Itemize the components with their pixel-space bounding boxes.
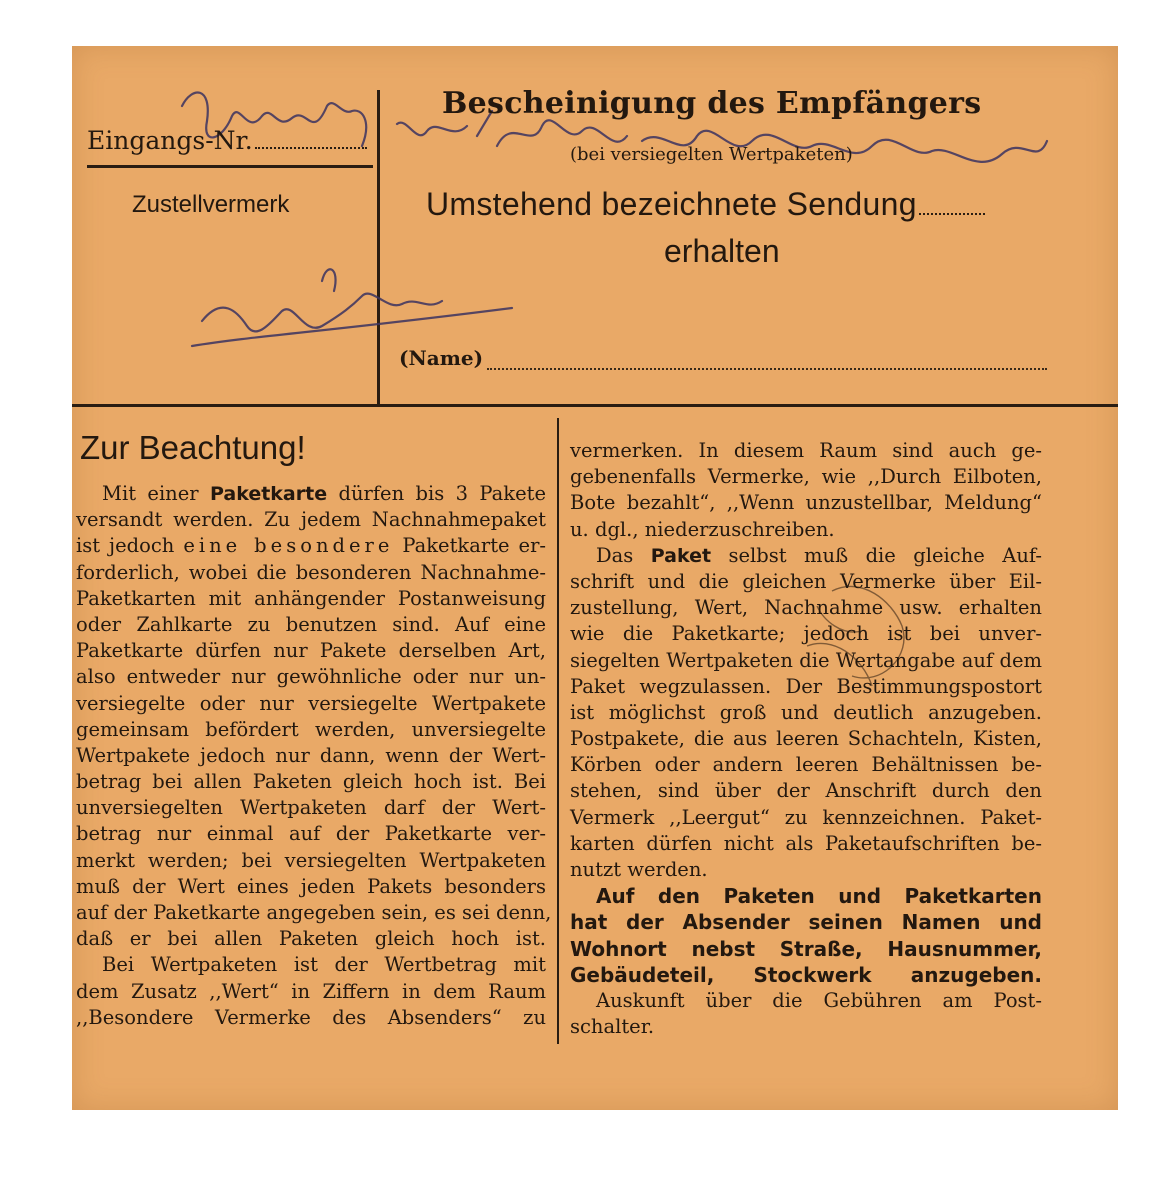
notice-text-fragment: siegelten Wertpaketen die Wertangabe auf dem [570,648,1042,672]
notice-text-line [76,821,546,847]
notice-text-line [76,743,546,769]
notice-text-line [76,664,546,690]
notice-text-fragment: muß der Wert eines jeden Pakets besonders [76,874,546,898]
notice-text-line [76,769,546,795]
notice-text-fragment: merkt werden; bei versiegelten Wertpaketen [76,848,546,872]
notice-text-fragment: gemeinsam befördert werden, unversiegelte [76,717,546,741]
notice-text-line [570,936,1042,962]
notice-text-fragment: Auskunft über die Gebühren am Post- [596,988,1042,1012]
notice-text-fragment: daß er bei allen Paketen gleich hoch ist. [76,927,546,951]
notice-text-fragment: ist jedoch [76,534,184,558]
receipt-statement-line2: erhalten [664,233,780,269]
notice-text-fragment: Postpakete, die aus leeren Schachteln, Kisten, [570,727,1042,751]
notice-text-line [76,507,546,533]
notice-text-line [570,1014,1042,1040]
eingangs-nr-label: Eingangs-Nr. [87,126,367,155]
notice-text-fragment: ist möglichst groß und deutlich anzugeben. [570,700,1042,724]
notice-text-fragment: u. dgl., niederzuschreiben. [570,517,835,541]
notice-text-line [570,490,1042,516]
notice-text-line [76,952,546,978]
notice-text-line [570,700,1042,726]
receipt-statement-line1: Umstehend bezeichnete Sendung [426,186,985,223]
notice-text-fragment: betrag bei allen Paketen gleich hoch ist. Bei [76,770,546,794]
notice-text-line [570,595,1042,621]
notice-text-fragment: Paket wegzulassen. Der Bestimmungspostort [570,674,1042,698]
notice-text-line [570,648,1042,674]
certificate-subtitle: (bei versiegelten Wertpaketen) [570,144,853,165]
notice-text-fragment: Bote bezahlt“, ,,Wenn unzustellbar, Meldung“ [570,491,1042,515]
notice-text-fragment: auf der Paketkarte angegeben sein, es sei denn, [76,901,552,924]
notice-text-line [76,638,546,664]
notice-text-line [76,560,546,586]
notice-text-fragment: Gebäudeteil, Stockwerk anzugeben. [570,962,1042,987]
notice-text-line [570,831,1042,857]
certificate-title: Bescheinigung des Empfängers [442,86,982,121]
eingangs-nr-dots [255,147,367,149]
notice-text-fragment: Das [596,543,651,567]
notice-text-line [570,464,1042,490]
notice-text-fragment: unversiegelten Wertpaketen darf der Wert- [76,796,546,820]
notice-text-line [570,857,1042,883]
notice-text-fragment: vermerken. In diesem Raum sind auch ge- [570,439,1042,462]
notice-text-fragment: zustellung, Wert, Nachnahme usw. erhalten [570,596,1042,620]
notice-text-fragment: Auf den Paketen und Paketkarten [596,884,1042,909]
notice-text-fragment: Paketkarte [209,483,328,505]
notice-text-fragment: stehen, sind über der Anschrift durch den [570,779,1042,803]
notice-text-fragment: nutzt werden. [570,858,708,881]
receipt-dots [919,213,985,215]
notice-text-fragment: selbst muß die gleiche Auf- [711,543,1042,567]
notice-text-line [570,517,1042,543]
notice-text-line [76,481,546,507]
notice-text-fragment: ,,Besondere Vermerke des Absenders“ zu [76,1005,546,1029]
notice-text-line [76,586,546,612]
notice-text-line [570,543,1042,569]
notice-text-fragment: eine besondere [183,534,394,558]
notice-text-line [76,691,546,717]
notice-text-line [570,883,1042,909]
notice-text-line [570,805,1042,831]
notice-text-fragment: hat der Absender seinen Namen und [570,910,1042,935]
notice-text-fragment: Paketkarte dürfen nur Pakete derselben Art, [76,639,546,663]
notice-text-fragment: Körben oder andern leeren Behältnissen be- [570,753,1042,777]
notice-text-fragment: Bei Wertpaketen ist der Wertbetrag mit [102,953,546,977]
notice-text-line [570,726,1042,752]
notice-text-fragment: Wohnort nebst Straße, Hausnummer, [570,936,1042,961]
notice-text-fragment: Mit einer [102,482,210,505]
notice-text-fragment: dem Zusatz ,,Wert“ in Ziffern in dem Raum [76,979,546,1003]
notice-text-fragment: versiegelte oder nur versiegelte Wertpakete [76,691,546,715]
notice-text-line [76,717,546,743]
notice-text-line [76,900,552,926]
notice-text-fragment: Paketkarten mit anhängender Postanweisung [76,586,546,610]
notice-text-fragment: karten dürfen nicht als Paketaufschriften be- [570,831,1042,855]
notice-text-fragment: also entweder nur gewöhnliche oder nur un- [76,665,546,689]
notice-text-fragment: oder Zahlkarte zu benutzen sind. Auf eine [76,612,546,636]
notice-text-line [570,962,1042,988]
notice-text-fragment: Wertpakete jedoch nur dann, wenn der Wert- [76,743,546,767]
notice-text-fragment: Paketkarte er- [393,534,546,558]
notice-left-column [76,481,552,1031]
notice-text-fragment: betrag nur einmal auf der Paketkarte ver- [76,822,546,846]
notice-text-line [76,612,546,638]
notice-right-column [570,438,1042,1040]
notice-text-fragment: schalter. [570,1015,655,1039]
notice-text-line [76,874,546,900]
notice-text-fragment: schrift und die gleichen Vermerke über Eil- [570,569,1042,593]
zustellvermerk-label: Zustellvermerk [132,191,290,218]
notice-text-line [570,778,1042,804]
notice-heading: Zur Beachtung! [80,429,306,466]
notice-text-line [76,979,546,1005]
notice-text-fragment: versandt werden. Zu jedem Nachnahmepaket [76,508,546,532]
notice-text-fragment: wie die Paketkarte; jedoch ist bei unver- [570,622,1042,646]
notice-text-line [570,674,1042,700]
notice-text-fragment: dürfen bis 3 Pakete [327,482,546,505]
notice-text-line [570,988,1042,1014]
name-label: (Name) [399,346,484,370]
notice-text-line [76,848,546,874]
notice-text-line [76,533,546,559]
notice-text-line [76,795,546,821]
notice-text-fragment: gebenenfalls Vermerke, wie ,,Durch Eilboten, [570,465,1042,489]
parcel-card [72,46,1118,1110]
notice-text-line [570,569,1042,595]
notice-text-line [570,752,1042,778]
notice-text-line [570,621,1042,647]
notice-text-line [570,909,1042,935]
notice-text-fragment: Vermerk ,,Leergut“ zu kennzeichnen. Paket- [570,805,1042,829]
notice-text-line [76,1005,546,1031]
notice-text-line [76,926,546,952]
notice-text-fragment: Paket [650,544,712,567]
name-signature-line [487,368,1047,370]
notice-text-fragment: forderlich, wobei die besonderen Nachnahme- [76,560,546,584]
notice-text-line [570,438,1042,464]
